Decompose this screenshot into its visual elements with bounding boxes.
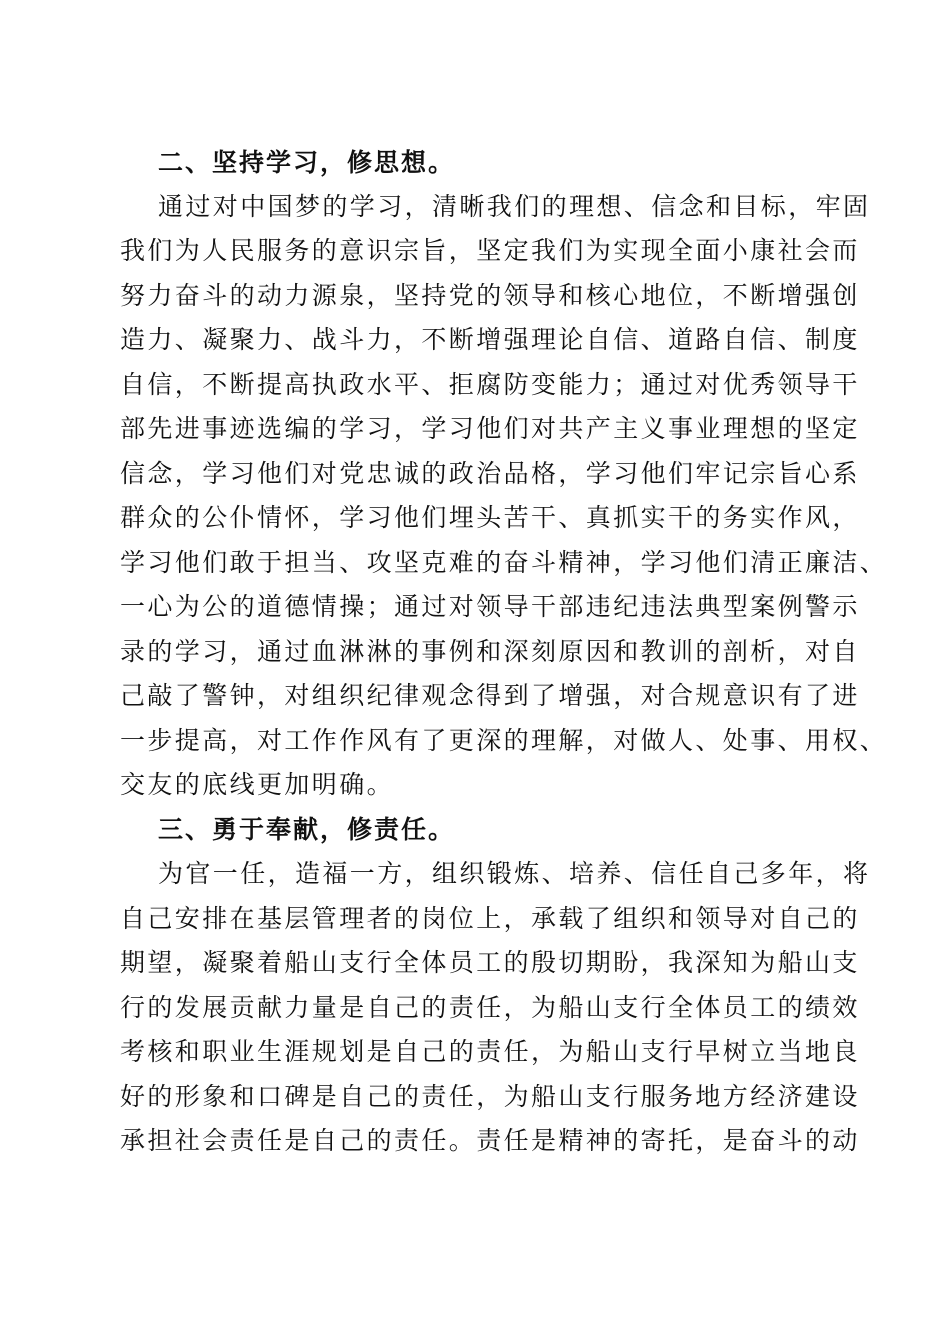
paragraph-line: 为官一任，造福一方，组织锻炼、培养、信任自己多年，将 [158, 859, 871, 888]
paragraph-line: 自己安排在基层管理者的岗位上，承载了组织和领导对自己的 [120, 904, 860, 933]
paragraph-line: 考核和职业生涯规划是自己的责任，为船山支行早树立当地良 [120, 1037, 860, 1066]
section-heading: 二、坚持学习，修思想。 [158, 148, 456, 177]
paragraph-line: 努力奋斗的动力源泉，坚持党的领导和核心地位，不断增强创 [120, 281, 860, 310]
paragraph-line: 己敲了警钟，对组织纪律观念得到了增强，对合规意识有了进 [120, 681, 860, 710]
paragraph-line: 学习他们敢于担当、攻坚克难的奋斗精神，学习他们清正廉洁、 [120, 548, 888, 577]
paragraph-line: 信念，学习他们对党忠诚的政治品格，学习他们牢记宗旨心系 [120, 459, 860, 488]
paragraph-line: 一心为公的道德情操；通过对领导干部违纪违法典型案例警示 [120, 592, 860, 621]
paragraph-line: 好的形象和口碑是自己的责任，为船山支行服务地方经济建设 [120, 1082, 860, 1111]
paragraph-line: 通过对中国梦的学习，清晰我们的理想、信念和目标，牢固 [158, 192, 871, 221]
paragraph-line: 期望，凝聚着船山支行全体员工的殷切期盼，我深知为船山支 [120, 948, 860, 977]
paragraph-line: 承担社会责任是自己的责任。责任是精神的寄托，是奋斗的动 [120, 1126, 860, 1155]
paragraph-line: 群众的公仆情怀，学习他们埋头苦干、真抓实干的务实作风， [120, 503, 860, 532]
paragraph-line: 交友的底线更加明确。 [120, 770, 395, 799]
paragraph-line: 我们为人民服务的意识宗旨，坚定我们为实现全面小康社会而 [120, 236, 860, 265]
section-heading: 三、勇于奉献，修责任。 [158, 815, 456, 844]
paragraph-line: 录的学习，通过血淋淋的事例和深刻原因和教训的剖析，对自 [120, 637, 860, 666]
paragraph-line: 自信，不断提高执政水平、拒腐防变能力；通过对优秀领导干 [120, 370, 860, 399]
paragraph-line: 部先进事迹选编的学习，学习他们对共产主义事业理想的坚定 [120, 414, 860, 443]
paragraph-line: 行的发展贡献力量是自己的责任，为船山支行全体员工的绩效 [120, 993, 860, 1022]
paragraph-line: 造力、凝聚力、战斗力，不断增强理论自信、道路自信、制度 [120, 325, 860, 354]
paragraph-line: 一步提高，对工作作风有了更深的理解，对做人、处事、用权、 [120, 726, 888, 755]
